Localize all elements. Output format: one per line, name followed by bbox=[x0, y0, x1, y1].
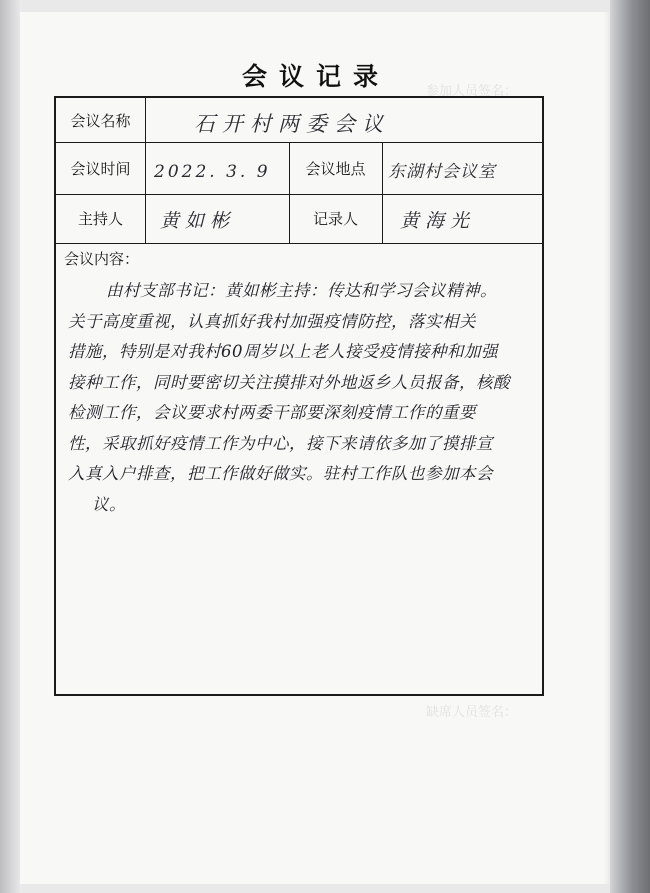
label-meeting-time: 会议时间 bbox=[70, 159, 131, 178]
content-line: 议。 bbox=[92, 494, 126, 514]
bleed-through-text: 参加人员签名： bbox=[426, 84, 518, 99]
label-host: 主持人 bbox=[77, 210, 123, 228]
row-divider bbox=[56, 243, 542, 244]
content-line: 接种工作，同时要密切关注摸排对外地返乡人员报备，核酸 bbox=[68, 372, 510, 392]
content-line: 由村支部书记：黄如彬主持：传达和学习会议精神。 bbox=[106, 281, 497, 300]
scan-shadow-left bbox=[0, 0, 22, 893]
label-meeting-location: 会议地点 bbox=[305, 159, 366, 178]
meeting-location-value: 东湖村会议室 bbox=[388, 162, 496, 182]
scan-shadow-right bbox=[610, 0, 650, 893]
meeting-time-value: 2022. 3. 9 bbox=[154, 162, 271, 182]
label-recorder: 记录人 bbox=[312, 210, 358, 228]
host-value: 黄如彬 bbox=[160, 210, 236, 232]
content-line: 关于高度重视，认真抓好我村加强疫情防控，落实相关 bbox=[68, 311, 476, 331]
recorder-value: 黄海光 bbox=[400, 210, 476, 232]
meeting-content-body bbox=[68, 276, 538, 520]
column-divider bbox=[145, 98, 146, 243]
content-line: 措施，特别是对我村60周岁以上老人接受疫情接种和加强 bbox=[68, 342, 498, 361]
content-line: 性，采取抓好疫情工作为中心，接下来请依多加了摸排宣 bbox=[68, 433, 493, 453]
meeting-form-table bbox=[54, 96, 544, 696]
content-line: 入真入户排查，把工作做好做实。驻村工作队也参加本会 bbox=[68, 464, 493, 483]
column-divider bbox=[382, 142, 383, 243]
label-meeting-name: 会议名称 bbox=[70, 111, 131, 130]
label-meeting-content: 会议内容： bbox=[64, 250, 140, 268]
bleed-through-text: 缺席人员签名： bbox=[426, 705, 518, 720]
content-line: 检测工作，会议要求村两委干部要深刻疫情工作的重要 bbox=[68, 403, 476, 422]
page-title: 会议记录 bbox=[241, 62, 390, 91]
meeting-name-value: 石开村两委会议 bbox=[194, 112, 390, 136]
document-page bbox=[20, 12, 612, 884]
